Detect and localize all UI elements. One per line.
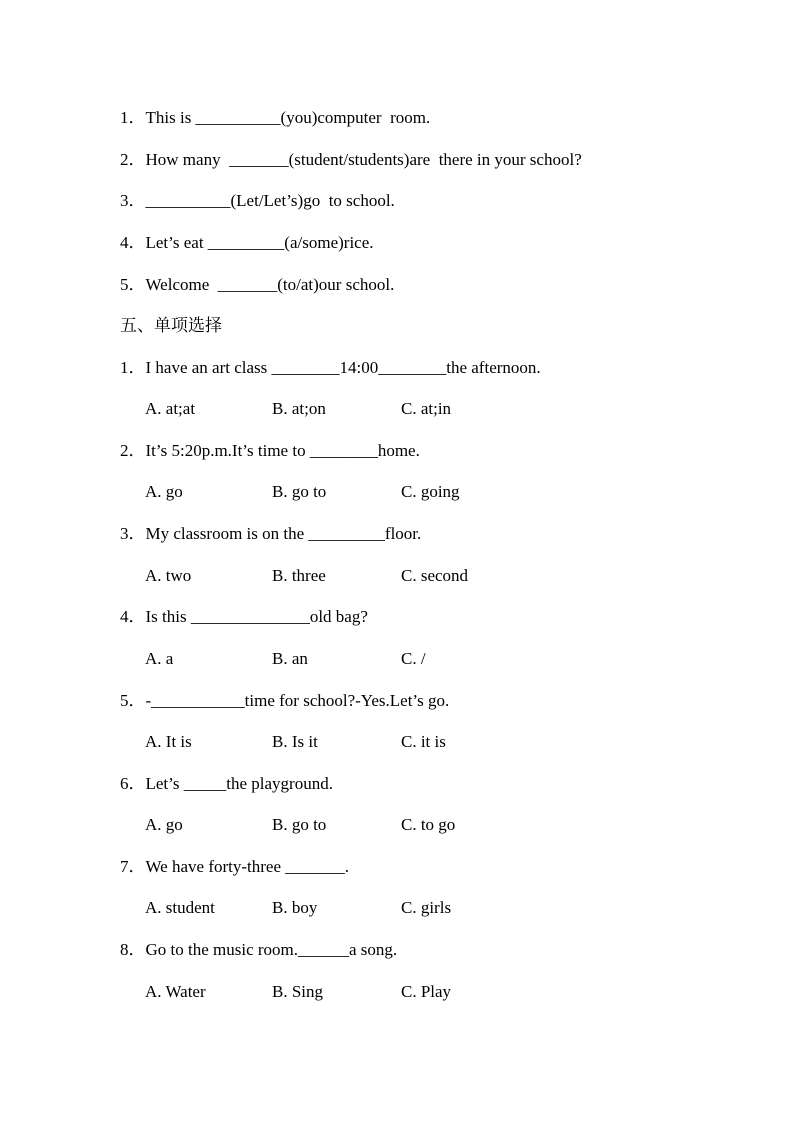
option-a: A. go — [145, 482, 183, 501]
option-a: A. go — [145, 815, 183, 834]
section-heading: 五、单项选择 — [120, 316, 222, 336]
fill-in-item-1: 1．This is __________(you)computer room. — [120, 108, 431, 127]
option-b: B. Is it — [272, 732, 318, 751]
option-a: A. student — [145, 898, 215, 917]
fill-in-item-3: 3．__________(Let/Let’s)go to school. — [120, 191, 395, 210]
option-b: B. boy — [272, 898, 318, 917]
option-b: B. Sing — [272, 982, 324, 1001]
option-b: B. go to — [272, 815, 327, 834]
option-c: C. second — [401, 566, 469, 585]
option-c: C. Play — [401, 982, 452, 1001]
option-a: A. Water — [145, 982, 206, 1001]
question-7: 7．We have forty-three _______. — [120, 857, 350, 876]
question-1: 1．I have an art class ________14:00________the afternoon. — [120, 358, 541, 377]
option-c: C. it is — [401, 732, 446, 751]
option-b: B. three — [272, 566, 326, 585]
fill-in-item-2: 2．How many _______(student/students)are there in your school? — [120, 150, 582, 169]
option-b: B. an — [272, 649, 308, 668]
option-c: C. going — [401, 482, 460, 501]
question-5: 5．-___________time for school?-Yes.Let’s go. — [120, 691, 450, 710]
option-b: B. at;on — [272, 399, 326, 418]
question-4: 4．Is this ______________old bag? — [120, 607, 368, 626]
option-c: C. at;in — [401, 399, 452, 418]
option-c: C. girls — [401, 898, 452, 917]
question-2: 2．It’s 5:20p.m.It’s time to ________home. — [120, 441, 420, 460]
fill-in-item-5: 5．Welcome _______(to/at)our school. — [120, 275, 395, 294]
fill-in-item-4: 4．Let’s eat _________(a/some)rice. — [120, 233, 374, 252]
option-b: B. go to — [272, 482, 327, 501]
option-a: A. a — [145, 649, 174, 668]
question-6: 6．Let’s _____the playground. — [120, 774, 333, 793]
question-8: 8．Go to the music room.______a song. — [120, 940, 398, 959]
option-a: A. two — [145, 566, 192, 585]
option-a: A. It is — [145, 732, 192, 751]
option-a: A. at;at — [145, 399, 196, 418]
option-c: C. / — [401, 649, 426, 668]
question-3: 3．My classroom is on the _________floor. — [120, 524, 422, 543]
option-c: C. to go — [401, 815, 456, 834]
